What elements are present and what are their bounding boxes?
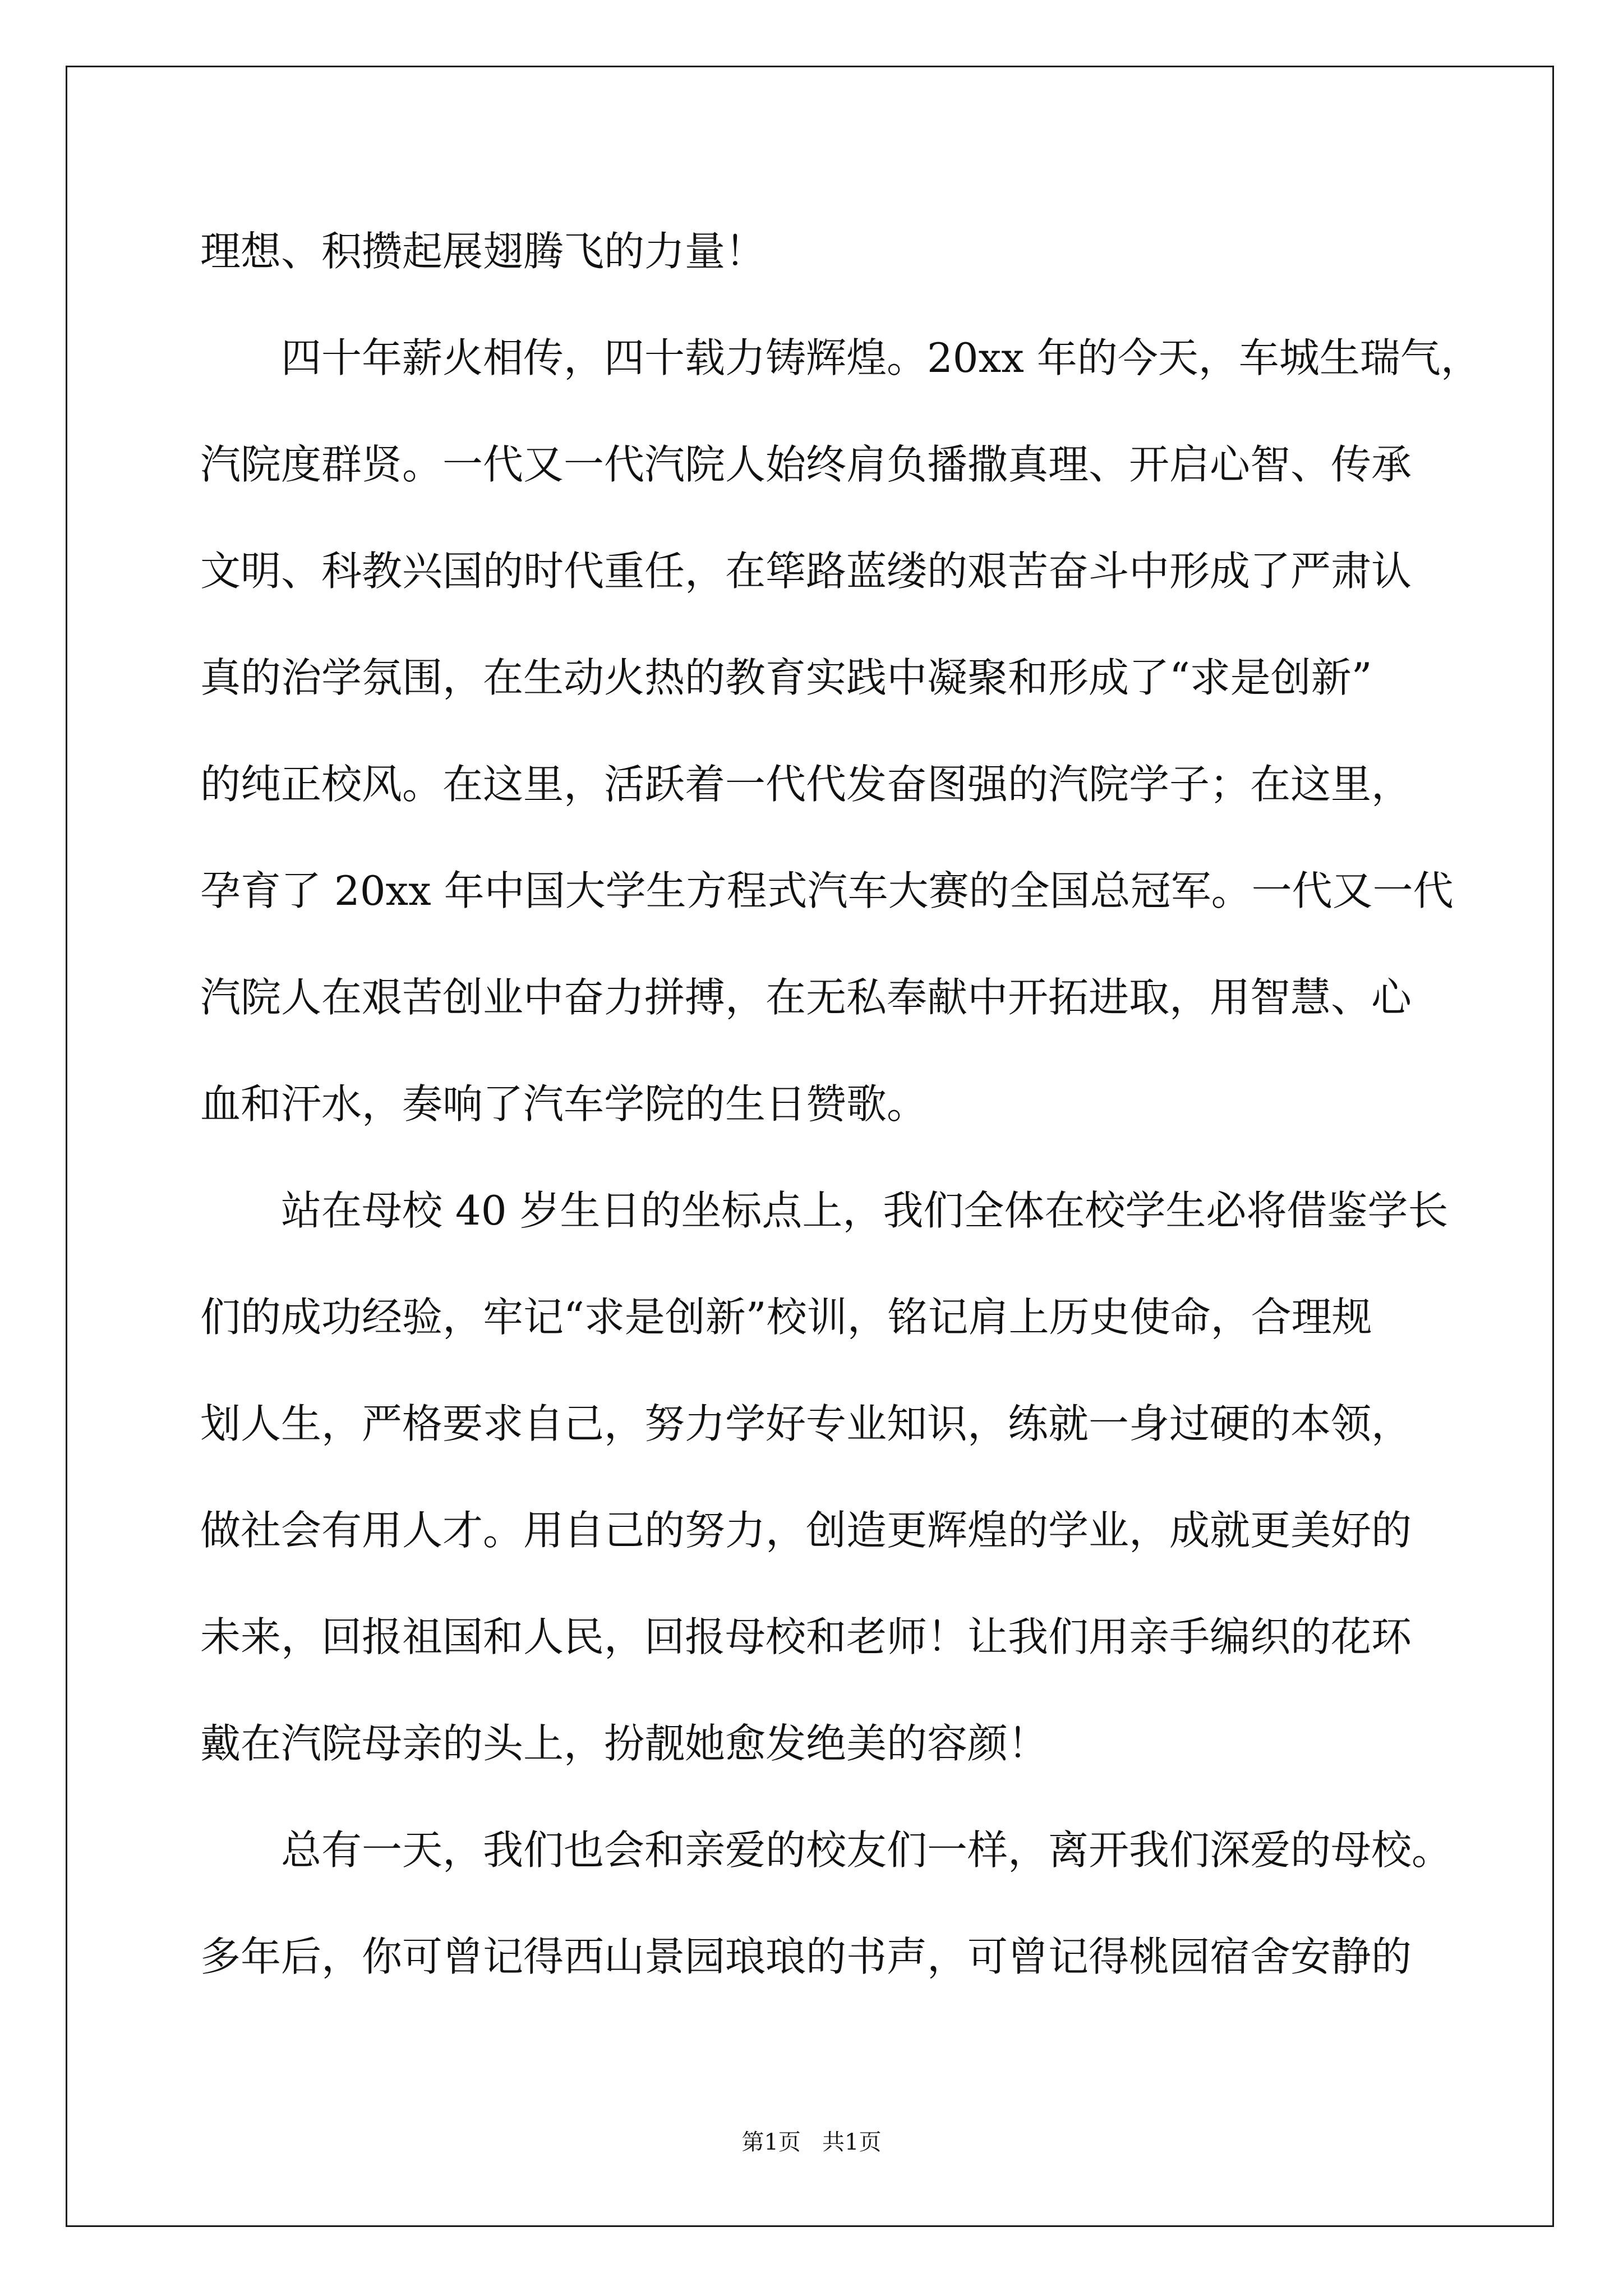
text-line: 们的成功经验，牢记“求是创新”校训，铭记肩上历史使命，合理规 bbox=[200, 1294, 1372, 1341]
page-number-footer: 第1页 共1页 bbox=[741, 2129, 882, 2155]
text-line: 总有一天，我们也会和亲爱的校友们一样，离开我们深爱的母校。 bbox=[281, 1826, 1453, 1874]
text-line: 四十年薪火相传，四十载力铸辉煌。20xx 年的今天，车城生瑞气， bbox=[281, 334, 1481, 381]
text-line: 未来，回报祖国和人民，回报母校和老师！让我们用亲手编织的花环 bbox=[200, 1613, 1412, 1660]
text-line: 划人生，严格要求自己，努力学好专业知识，练就一身过硬的本领， bbox=[200, 1400, 1412, 1447]
text-line: 做社会有用人才。用自己的努力，创造更辉煌的学业，成就更美好的 bbox=[200, 1507, 1412, 1554]
text-line: 汽院人在艰苦创业中奋力拼搏，在无私奉献中开拓进取，用智慧、心 bbox=[200, 974, 1412, 1021]
text-line: 血和汗水，奏响了汽车学院的生日赞歌。 bbox=[200, 1080, 928, 1128]
paragraph-continued bbox=[200, 198, 1524, 305]
text-line: 汽院度群贤。一代又一代汽院人始终肩负播撒真理、开启心智、传承 bbox=[200, 441, 1412, 488]
paragraph-anniversary bbox=[200, 305, 1524, 1157]
text-line: 文明、科教兴国的时代重任，在筚路蓝缕的艰苦奋斗中形成了严肃认 bbox=[200, 547, 1412, 595]
text-line: 孕育了 20xx 年中国大学生方程式汽车大赛的全国总冠军。一代又一代 bbox=[200, 867, 1454, 914]
paragraph-farewell bbox=[200, 1797, 1524, 2010]
paragraph-commitment bbox=[200, 1157, 1524, 1797]
document-body bbox=[200, 198, 1524, 2010]
text-line: 理想、积攒起展翅腾飞的力量！ bbox=[200, 228, 766, 275]
text-line: 站在母校 40 岁生日的坐标点上，我们全体在校学生必将借鉴学长 bbox=[281, 1187, 1449, 1234]
text-line: 多年后，你可曾记得西山景园琅琅的书声，可曾记得桃园宿舍安静的 bbox=[200, 1933, 1412, 1980]
text-line: 戴在汽院母亲的头上，扮靓她愈发绝美的容颜！ bbox=[200, 1720, 1049, 1767]
text-line: 真的治学氛围，在生动火热的教育实践中凝聚和形成了“求是创新” bbox=[200, 654, 1372, 701]
text-line: 的纯正校风。在这里，活跃着一代代发奋图强的汽院学子；在这里， bbox=[200, 761, 1412, 808]
